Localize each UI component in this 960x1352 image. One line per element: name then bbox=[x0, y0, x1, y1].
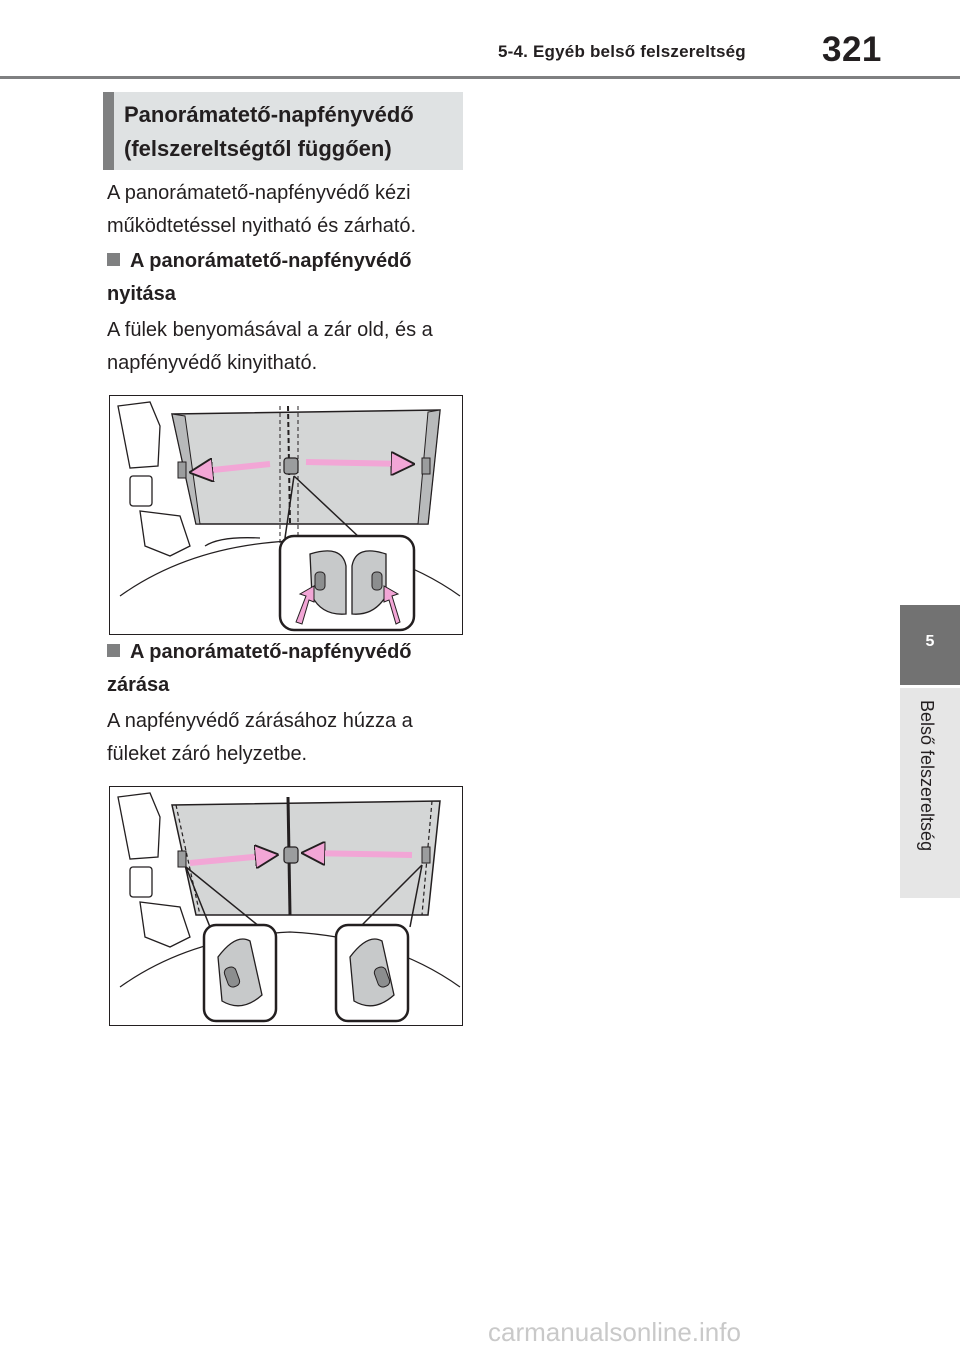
sunvisor-left bbox=[118, 793, 160, 859]
header-section-title: 5-4. Egyéb belső felszereltség bbox=[498, 42, 746, 61]
watermark-logo bbox=[488, 1317, 948, 1347]
closing-heading bbox=[107, 636, 463, 702]
sunvisor-left bbox=[118, 402, 160, 468]
opening-paragraph: A fülek benyomásával a zár old, és a napfényvédő kinyitható. bbox=[107, 319, 433, 374]
closing-heading-text: A panorámatető-napfényvédő zárása bbox=[107, 641, 412, 696]
section-heading-box bbox=[103, 92, 463, 170]
sunshade-closing-drawing bbox=[110, 787, 463, 1026]
page-number: 321 bbox=[822, 30, 882, 69]
closing-paragraph: A napfényvédő zárásához húzza a füleket záró helyzetbe. bbox=[107, 710, 413, 765]
chapter-tab[interactable] bbox=[900, 605, 960, 685]
chapter-label-tab bbox=[900, 688, 960, 898]
center-tab-icon bbox=[284, 458, 298, 474]
sunshade-opening-illustration bbox=[109, 395, 463, 635]
chapter-label: Belső felszereltség bbox=[917, 700, 937, 852]
opening-heading bbox=[107, 245, 463, 311]
opening-heading-text: A panorámatető-napfényvédő nyitása bbox=[107, 250, 412, 305]
header-rule bbox=[0, 76, 960, 79]
close-arrow-right bbox=[306, 853, 412, 855]
interior-light-icon bbox=[130, 476, 152, 506]
square-bullet-icon bbox=[107, 644, 120, 657]
open-arrow-right bbox=[306, 462, 410, 464]
section-title: Panorámatető-napfényvédő (felszereltségtől függően) bbox=[124, 102, 414, 161]
square-bullet-icon bbox=[107, 253, 120, 266]
rear-visor bbox=[140, 511, 190, 556]
chapter-number: 5 bbox=[925, 633, 935, 650]
sunshade-panel bbox=[172, 410, 440, 524]
interior-light-icon bbox=[130, 867, 152, 897]
watermark-text: carmanualsonline.info bbox=[488, 1317, 741, 1347]
sunshade-closing-illustration bbox=[109, 786, 463, 1026]
sunshade-opening-drawing bbox=[110, 396, 463, 635]
intro-paragraph: A panorámatető-napfényvédő kézi működtetéssel nyitható és zárható. bbox=[107, 182, 417, 237]
